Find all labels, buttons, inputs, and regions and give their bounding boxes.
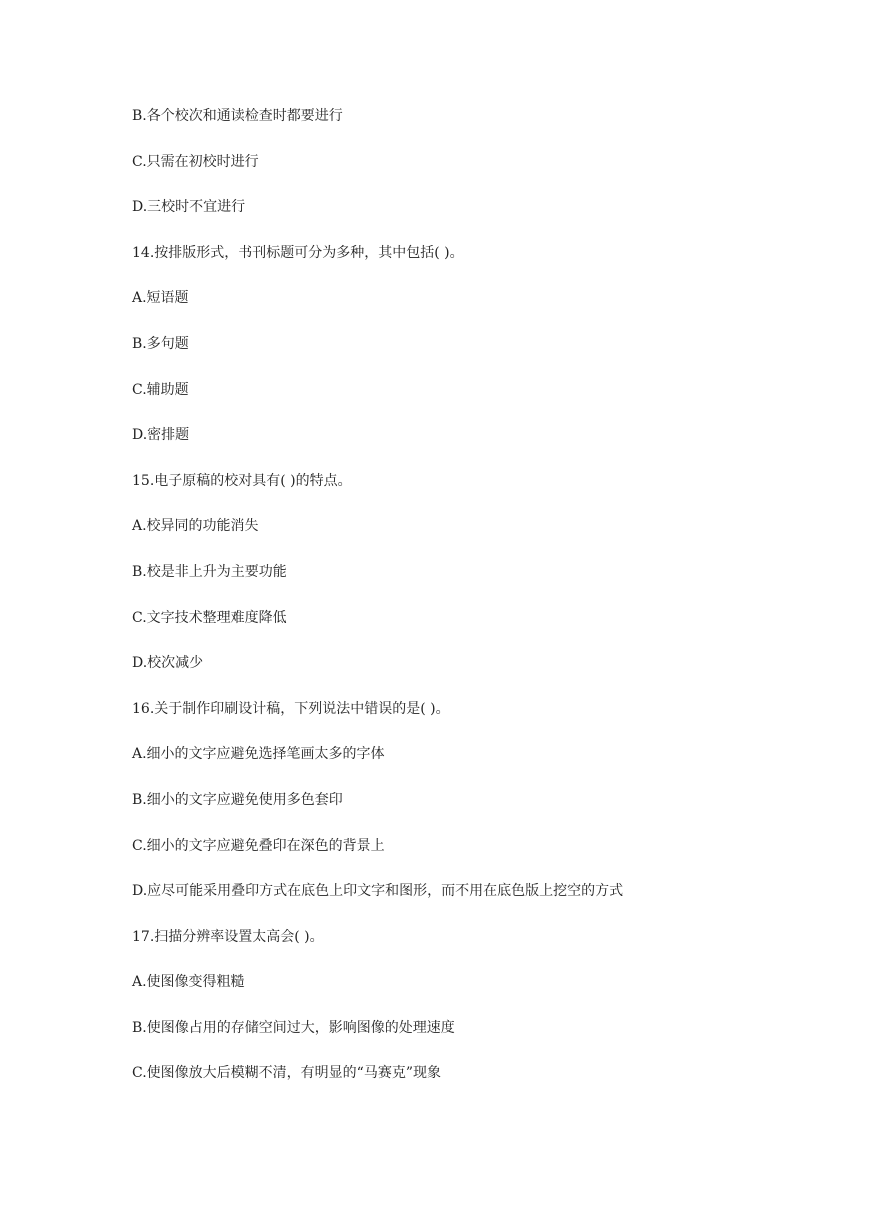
option-16-d: D.应尽可能采用叠印方式在底色上印文字和图形，而不用在底色版上挖空的方式 [132, 883, 624, 900]
option-14-a: A.短语题 [132, 290, 189, 307]
question-17: 17.扫描分辨率设置太高会( )。 [132, 928, 324, 945]
option-16-b: B.细小的文字应避免使用多色套印 [132, 791, 343, 808]
option-17-c: C.使图像放大后模糊不清，有明显的“马赛克”现象 [132, 1065, 441, 1082]
option-14-c: C.辅助题 [132, 381, 189, 398]
option-16-c: C.细小的文字应避免叠印在深色的背景上 [132, 837, 385, 854]
option-14-b: B.多句题 [132, 335, 189, 352]
option-14-d: D.密排题 [132, 427, 190, 444]
option-15-d: D.校次减少 [132, 655, 204, 672]
question-15: 15.电子原稿的校对具有( )的特点。 [132, 472, 352, 489]
question-text-block [132, 103, 832, 1106]
option-17-a: A.使图像变得粗糙 [132, 974, 245, 991]
option-15-b: B.校是非上升为主要功能 [132, 563, 287, 580]
option-15-a: A.校异同的功能消失 [132, 518, 259, 535]
option-13-b: B.各个校次和通读检查时都要进行 [132, 108, 343, 124]
option-17-b: B.使图像占用的存储空间过大，影响图像的处理速度 [132, 1019, 455, 1036]
option-16-a: A.细小的文字应避免选择笔画太多的字体 [132, 746, 385, 763]
question-14: 14.按排版形式，书刊标题可分为多种，其中包括( )。 [132, 244, 464, 261]
question-16: 16.关于制作印刷设计稿，下列说法中错误的是( )。 [132, 700, 450, 717]
option-13-c: C.只需在初校时进行 [132, 153, 259, 170]
option-15-c: C.文字技术整理难度降低 [132, 609, 287, 626]
option-13-d: D.三校时不宜进行 [132, 199, 246, 216]
